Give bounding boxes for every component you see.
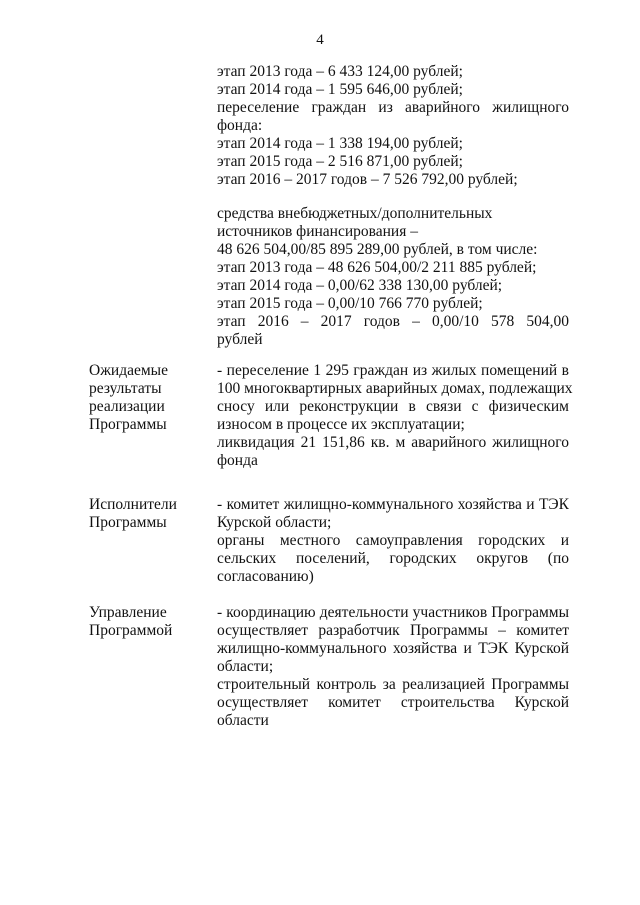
executors-label-line: Исполнители: [89, 496, 177, 513]
executors-label-line: Программы: [89, 514, 167, 531]
results-line: 100 многоквартирных аварийных домах, подлежащих: [217, 380, 573, 397]
extra-funding-line: этап 2013 года – 48 626 504,00/2 211 885 рублей;: [217, 259, 537, 276]
extra-funding-sources: [217, 205, 569, 349]
results-label-line: реализации: [89, 398, 165, 415]
results-text: [217, 362, 573, 470]
executors-label: [89, 496, 209, 532]
funding-line: фонда:: [217, 117, 263, 134]
funding-line: этап 2014 года – 1 338 194,00 рублей;: [217, 135, 463, 152]
results-line: сносу или реконструкции в связи с физическим: [217, 398, 569, 415]
management-line: жилищно-коммунального хозяйства и ТЭК Курской: [217, 640, 569, 657]
management-label-line: Управление: [89, 604, 167, 621]
extra-funding-line: средства внебюджетных/дополнительных: [217, 205, 493, 222]
management-line: области: [217, 712, 269, 729]
page-number: 4: [316, 32, 324, 48]
results-label-line: Программы: [89, 416, 167, 433]
extra-funding-line: этап 2015 года – 0,00/10 766 770 рублей;: [217, 295, 483, 312]
management-line: области;: [217, 658, 274, 675]
extra-funding-line: этап 2016 – 2017 годов – 0,00/10 578 504,00: [217, 313, 569, 330]
results-label-line: результаты: [89, 380, 162, 397]
extra-funding-line: 48 626 504,00/85 895 289,00 рублей, в том числе:: [217, 241, 538, 258]
results-line: - переселение 1 295 граждан из жилых помещений в: [217, 362, 569, 379]
management-text: [217, 604, 569, 730]
funding-line: этап 2016 – 2017 годов – 7 526 792,00 рублей;: [217, 171, 518, 188]
extra-funding-line: этап 2014 года – 0,00/62 338 130,00 рублей;: [217, 277, 503, 294]
management-line: - координацию деятельности участников Программы: [217, 604, 569, 621]
funding-stages: [217, 63, 569, 189]
executors-line: - комитет жилищно-коммунального хозяйства и ТЭК: [217, 496, 569, 513]
management-line: осуществляет разработчик Программы – комитет: [217, 622, 569, 639]
management-line: осуществляет комитет строительства Курской: [217, 694, 569, 711]
results-label: [89, 362, 209, 434]
management-label: [89, 604, 209, 640]
funding-line: переселение граждан из аварийного жилищного: [217, 99, 569, 116]
results-line: ликвидация 21 151,86 кв. м аварийного жилищного: [217, 434, 569, 451]
funding-line: этап 2013 года – 6 433 124,00 рублей;: [217, 63, 463, 80]
funding-line: этап 2015 года – 2 516 871,00 рублей;: [217, 153, 463, 170]
results-label-line: Ожидаемые: [89, 362, 168, 379]
executors-line: согласованию): [217, 568, 314, 585]
executors-line: сельских поселений, городских округов (по: [217, 550, 569, 567]
executors-line: органы местного самоуправления городских и: [217, 532, 569, 549]
extra-funding-line: источников финансирования –: [217, 223, 418, 240]
results-line: фонда: [217, 452, 258, 469]
executors-line: Курской области;: [217, 514, 332, 531]
management-label-line: Программой: [89, 622, 173, 639]
management-line: строительный контроль за реализацией Программы: [217, 676, 569, 693]
results-line: износом в процессе их эксплуатации;: [217, 416, 465, 433]
extra-funding-line: рублей: [217, 331, 263, 348]
funding-line: этап 2014 года – 1 595 646,00 рублей;: [217, 81, 463, 98]
executors-text: [217, 496, 569, 586]
